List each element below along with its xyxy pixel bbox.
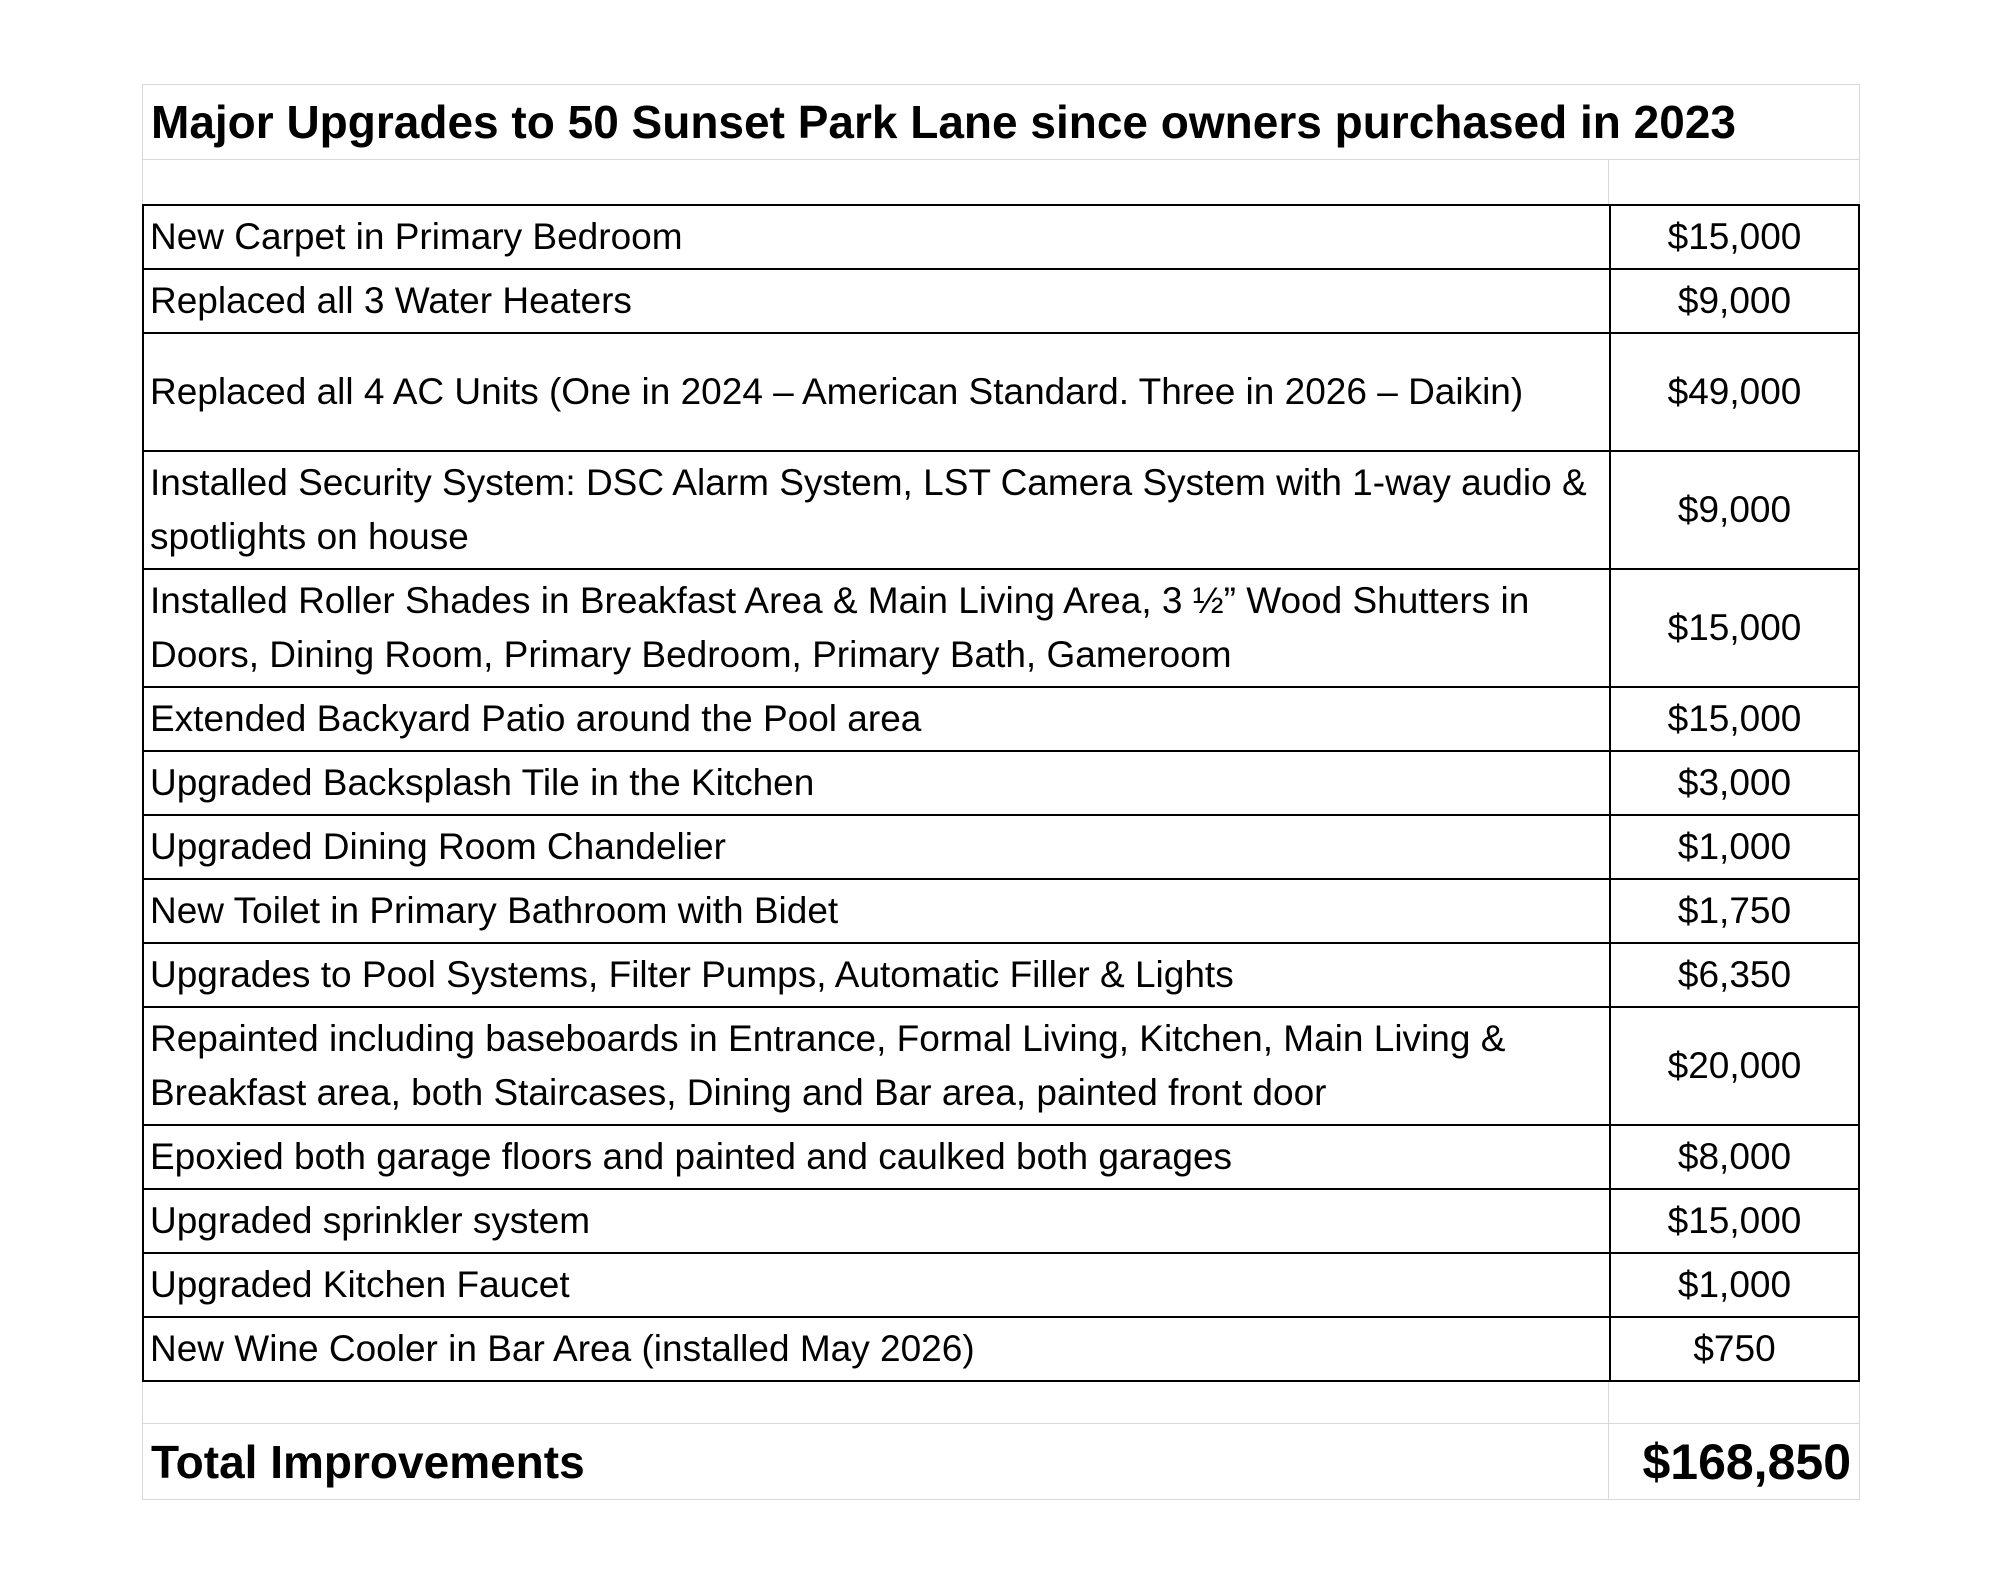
item-description: New Carpet in Primary Bedroom	[143, 205, 1610, 269]
item-amount: $9,000	[1610, 451, 1859, 569]
item-description: Upgrades to Pool Systems, Filter Pumps, Automatic Filler & Lights	[143, 943, 1610, 1007]
table-row	[143, 815, 1859, 879]
table-row	[143, 943, 1859, 1007]
item-amount: $8,000	[1610, 1125, 1859, 1189]
table-row	[143, 1007, 1859, 1125]
item-amount: $750	[1610, 1317, 1859, 1381]
item-amount: $1,000	[1610, 1253, 1859, 1317]
total-amount: $168,850	[1642, 1433, 1851, 1490]
item-amount: $9,000	[1610, 269, 1859, 333]
table-row	[143, 451, 1859, 569]
item-amount: $1,750	[1610, 879, 1859, 943]
total-row	[142, 1424, 1860, 1500]
table-row	[143, 1317, 1859, 1381]
item-description: New Toilet in Primary Bathroom with Bidet	[143, 879, 1610, 943]
upgrades-table	[142, 204, 1860, 1382]
table-row	[143, 1125, 1859, 1189]
table-row	[143, 1189, 1859, 1253]
item-amount: $49,000	[1610, 333, 1859, 451]
item-description: Replaced all 3 Water Heaters	[143, 269, 1610, 333]
item-amount: $15,000	[1610, 1189, 1859, 1253]
item-description: Upgraded Backsplash Tile in the Kitchen	[143, 751, 1610, 815]
table-row	[143, 751, 1859, 815]
upgrades-sheet	[142, 84, 1860, 1500]
item-amount: $1,000	[1610, 815, 1859, 879]
table-row	[143, 879, 1859, 943]
item-description: Replaced all 4 AC Units (One in 2024 – American Standard. Three in 2026 – Daikin)	[143, 333, 1610, 451]
item-description: Upgraded Dining Room Chandelier	[143, 815, 1610, 879]
table-row	[143, 269, 1859, 333]
item-description: Upgraded Kitchen Faucet	[143, 1253, 1610, 1317]
item-amount: $15,000	[1610, 687, 1859, 751]
item-description: New Wine Cooler in Bar Area (installed May 2026)	[143, 1317, 1610, 1381]
item-amount: $20,000	[1610, 1007, 1859, 1125]
item-description: Upgraded sprinkler system	[143, 1189, 1610, 1253]
table-row	[143, 205, 1859, 269]
item-amount: $15,000	[1610, 205, 1859, 269]
item-amount: $3,000	[1610, 751, 1859, 815]
total-label: Total Improvements	[151, 1435, 585, 1488]
item-amount: $15,000	[1610, 569, 1859, 687]
table-row	[143, 569, 1859, 687]
item-description: Installed Roller Shades in Breakfast Area & Main Living Area, 3 ½” Wood Shutters in Doors, Dining Room, Primary Bedroom, Primary Bath, Gameroom	[143, 569, 1610, 687]
gap-row	[142, 1382, 1860, 1424]
item-amount: $6,350	[1610, 943, 1859, 1007]
item-description: Extended Backyard Patio around the Pool area	[143, 687, 1610, 751]
table-row	[143, 333, 1859, 451]
title-row	[142, 84, 1860, 160]
item-description: Repainted including baseboards in Entrance, Formal Living, Kitchen, Main Living & Breakfast area, both Staircases, Dining and Bar area, painted front door	[143, 1007, 1610, 1125]
spacer-row	[142, 160, 1860, 204]
table-row	[143, 1253, 1859, 1317]
item-description: Installed Security System: DSC Alarm System, LST Camera System with 1-way audio & spotlights on house	[143, 451, 1610, 569]
table-row	[143, 687, 1859, 751]
item-description: Epoxied both garage floors and painted and caulked both garages	[143, 1125, 1610, 1189]
page-title: Major Upgrades to 50 Sunset Park Lane since owners purchased in 2023	[151, 96, 1737, 148]
